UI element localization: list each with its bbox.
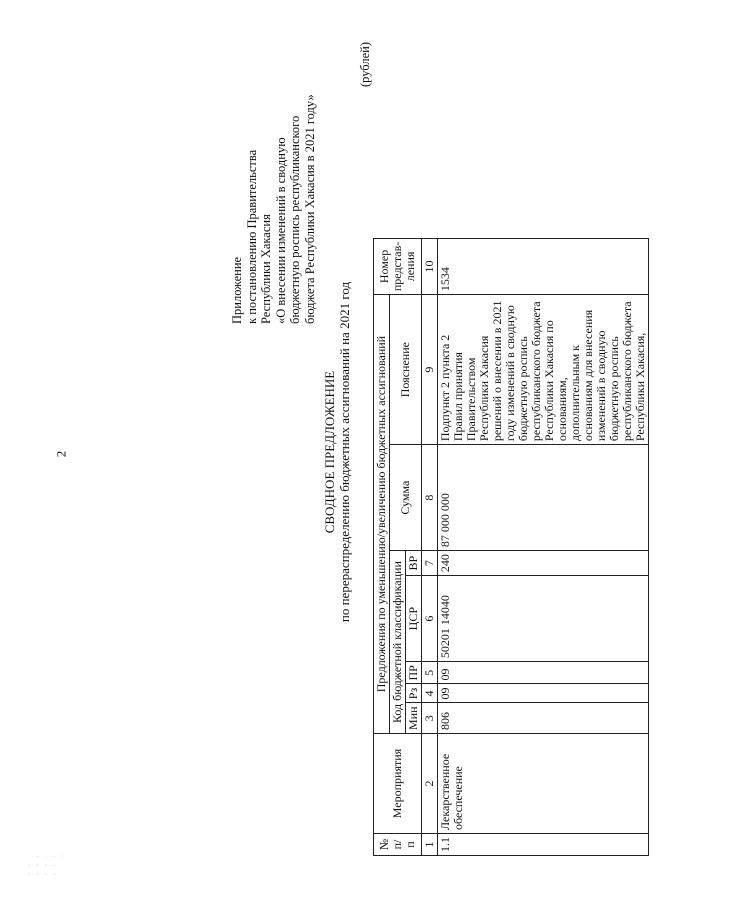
cell-doc-number: 1534 <box>438 238 649 294</box>
scan-artifact: · ∙ · ∙ · ∙ · · ∙ · ∙ · · <box>28 852 66 879</box>
cell-explanation: Подпункт 2 пункта 2 Правил принятия Правительством Республики Хакасия решений о внесении в 2021 году изменений в сводную бюджетную роспись республиканского бюджета Республики Хакасия по основаниям, дополнительным к основаниям для внесения изменений в сводную бюджетную роспись республиканского бюджета Республики Хакасия, <box>438 295 649 445</box>
cell-min: 806 <box>438 703 649 734</box>
header-proposals: Предложения по уменьшению/увеличению бюджетных ассигнований <box>374 295 390 734</box>
column-number: 4 <box>422 684 438 703</box>
cell-event: Лекарственное обеспечение <box>438 734 649 834</box>
appendix-line: к постановлению Правительства <box>244 149 259 324</box>
rotated-sheet <box>230 22 750 882</box>
cell-num: 1.1 <box>438 834 649 856</box>
column-number: 8 <box>422 445 438 551</box>
header-explanation: Пояснение <box>390 295 422 445</box>
header-event: Мероприятия <box>374 734 422 834</box>
header-doc-number: Номер представ-ления <box>374 238 422 294</box>
appendix-line: «О внесении изменений в сводную <box>273 137 288 324</box>
header-budget-code: Код бюджетной классификации <box>390 551 406 734</box>
appendix-line: Республики Хакасия <box>259 214 273 324</box>
header-min: Мин <box>406 703 422 734</box>
column-number: 5 <box>422 662 438 684</box>
cell-sum: 87 000 000 <box>438 445 649 551</box>
cell-rz: 09 <box>438 684 649 703</box>
table-row <box>438 238 649 855</box>
header-num: № п/п <box>374 834 422 856</box>
header-rz: Рз <box>406 684 422 703</box>
appendix-line: Приложение <box>230 256 244 324</box>
header-pr: ПР <box>406 662 422 684</box>
header-vr: ВР <box>406 551 422 576</box>
cell-pr: 09 <box>438 662 649 684</box>
column-number: 7 <box>422 551 438 576</box>
units-label: (рублей) <box>358 42 372 88</box>
column-number: 6 <box>422 576 438 662</box>
column-number: 2 <box>422 734 438 834</box>
column-number: 1 <box>422 834 438 856</box>
budget-table <box>373 238 649 856</box>
column-number: 3 <box>422 703 438 734</box>
appendix-line: бюджета Республики Хакасия в 2021 году» <box>302 94 317 324</box>
header-sum: Сумма <box>390 445 422 551</box>
column-number-row <box>422 238 438 855</box>
page-number: 2 <box>53 450 69 458</box>
cell-csr: 50201 14040 <box>438 576 649 662</box>
column-number: 10 <box>422 238 438 294</box>
column-number: 9 <box>422 295 438 445</box>
header-csr: ЦСР <box>406 576 422 662</box>
title-main: СВОДНОЕ ПРЕДЛОЖЕНИЕ <box>322 370 337 534</box>
cell-vr: 240 <box>438 551 649 576</box>
document-title <box>322 22 352 882</box>
title-sub: по перераспределению бюджетных ассигнований на 2021 год <box>337 281 352 623</box>
appendix-line: бюджетную роспись республиканского <box>288 115 302 324</box>
appendix-block <box>230 24 317 324</box>
